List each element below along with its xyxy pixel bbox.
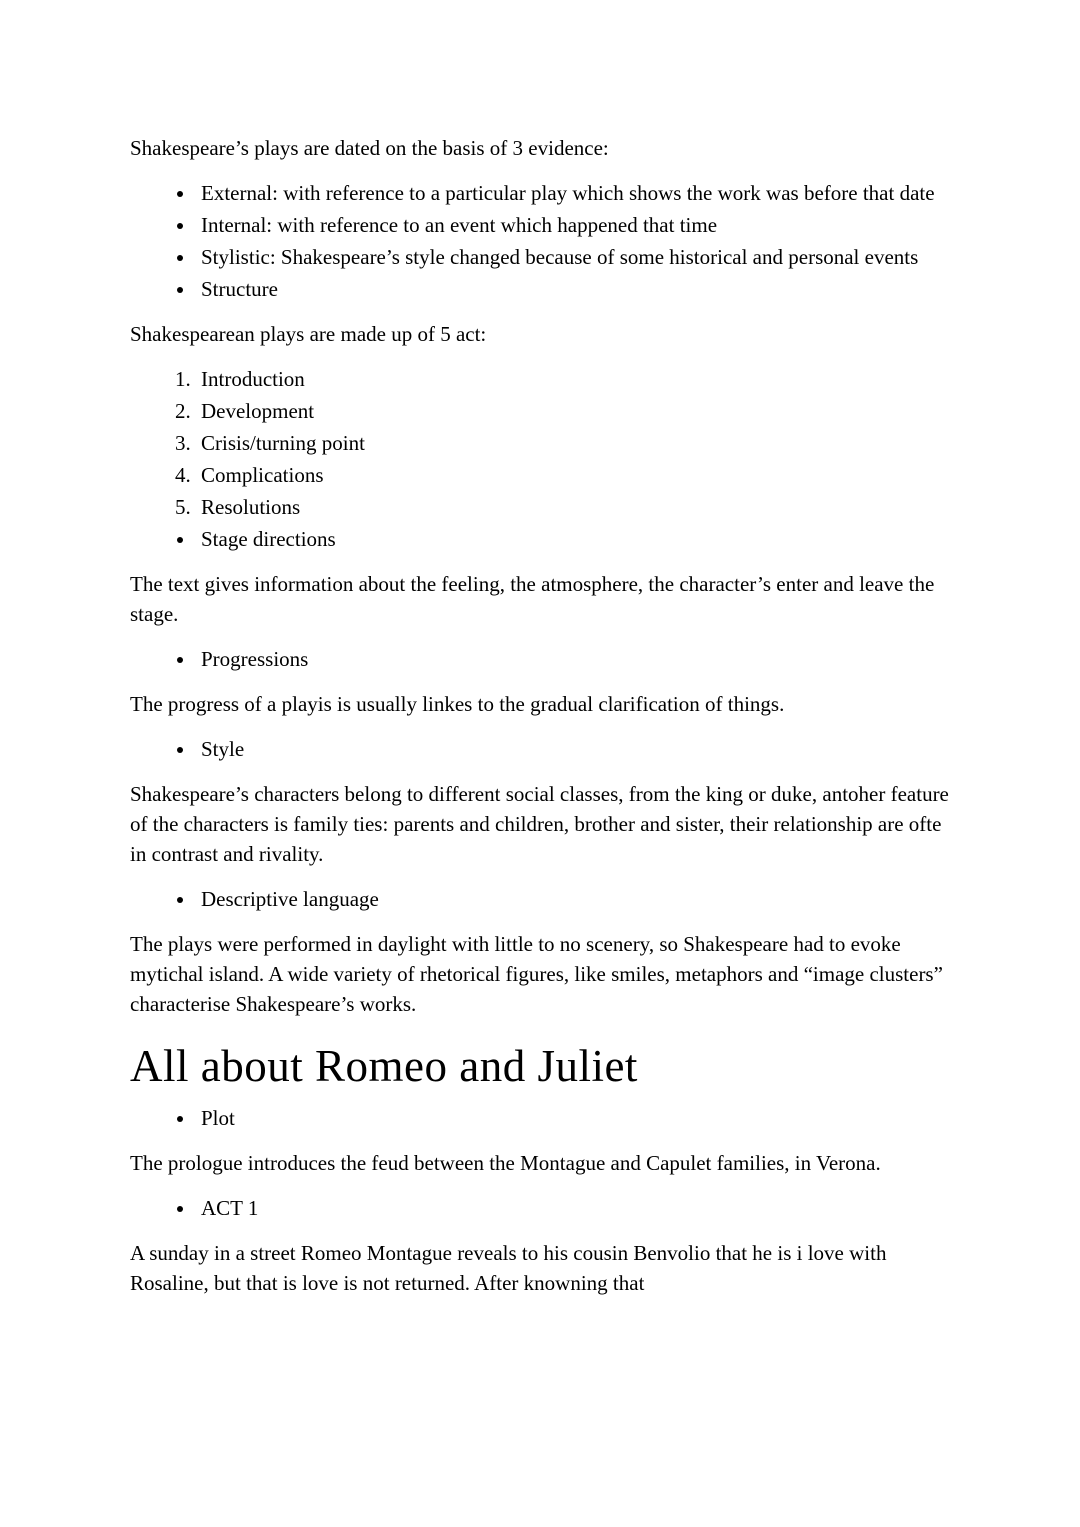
- paragraph-plot: The prologue introduces the feud between the Montague and Capulet families, in Verona.: [130, 1151, 881, 1176]
- plot-bullet: [130, 1103, 952, 1133]
- paragraph-act1: A sunday in a street Romeo Montague reveals to his cousin Benvolio that he is i love with Rosaline, but that is love is not returned. After knowning that: [130, 1241, 887, 1296]
- list-item: • External: with reference to a particular play which shows the work was before that date: [196, 178, 952, 208]
- style-bullet: [130, 734, 952, 764]
- section-heading: All about Romeo and Juliet: [130, 1041, 638, 1092]
- list-item: • ACT 1: [196, 1193, 952, 1223]
- list-item: • Internal: with reference to an event which happened that time: [196, 210, 952, 240]
- paragraph-evidence-intro: Shakespeare’s plays are dated on the basis of 3 evidence:: [130, 136, 609, 160]
- paragraph-acts-intro: Shakespearean plays are made up of 5 act:: [130, 322, 487, 347]
- act1-bullet: [130, 1193, 952, 1223]
- progressions-bullet: [130, 644, 952, 674]
- acts-numbered-list: [130, 364, 952, 522]
- stage-directions-bullet: [130, 524, 952, 554]
- list-item: 5. Resolutions: [196, 492, 952, 522]
- list-item: • Structure: [196, 274, 952, 304]
- paragraph-progressions: The progress of a playis is usually linkes to the gradual clarification of things.: [130, 692, 785, 717]
- list-item: • Stylistic: Shakespeare’s style changed because of some historical and personal events: [196, 242, 952, 272]
- list-item: 1. Introduction: [196, 364, 952, 394]
- paragraph-style: Shakespeare’s characters belong to different social classes, from the king or duke, antoher feature of the characters is family ties: parents and children, brother and sister, their relationship are ofte in contrast and rivality.: [130, 782, 949, 867]
- list-item: • Descriptive language: [196, 884, 952, 914]
- list-item: 3. Crisis/turning point: [196, 428, 952, 458]
- list-item: • Progressions: [196, 644, 952, 674]
- descriptive-language-bullet: [130, 884, 952, 914]
- paragraph-stage-directions: The text gives information about the feeling, the atmosphere, the character’s enter and leave the stage.: [130, 572, 935, 627]
- list-item: • Stage directions: [196, 524, 952, 554]
- list-item: • Style: [196, 734, 952, 764]
- evidence-list: [130, 178, 952, 304]
- list-item: 4. Complications: [196, 460, 952, 490]
- list-item: 2. Development: [196, 396, 952, 426]
- list-item: • Plot: [196, 1103, 952, 1133]
- paragraph-descriptive-language: The plays were performed in daylight with little to no scenery, so Shakespeare had to evoke mytichal island. A wide variety of rhetorical figures, like smiles, metaphors and “image clusters” characterise Shakespeare’s works.: [130, 932, 943, 1017]
